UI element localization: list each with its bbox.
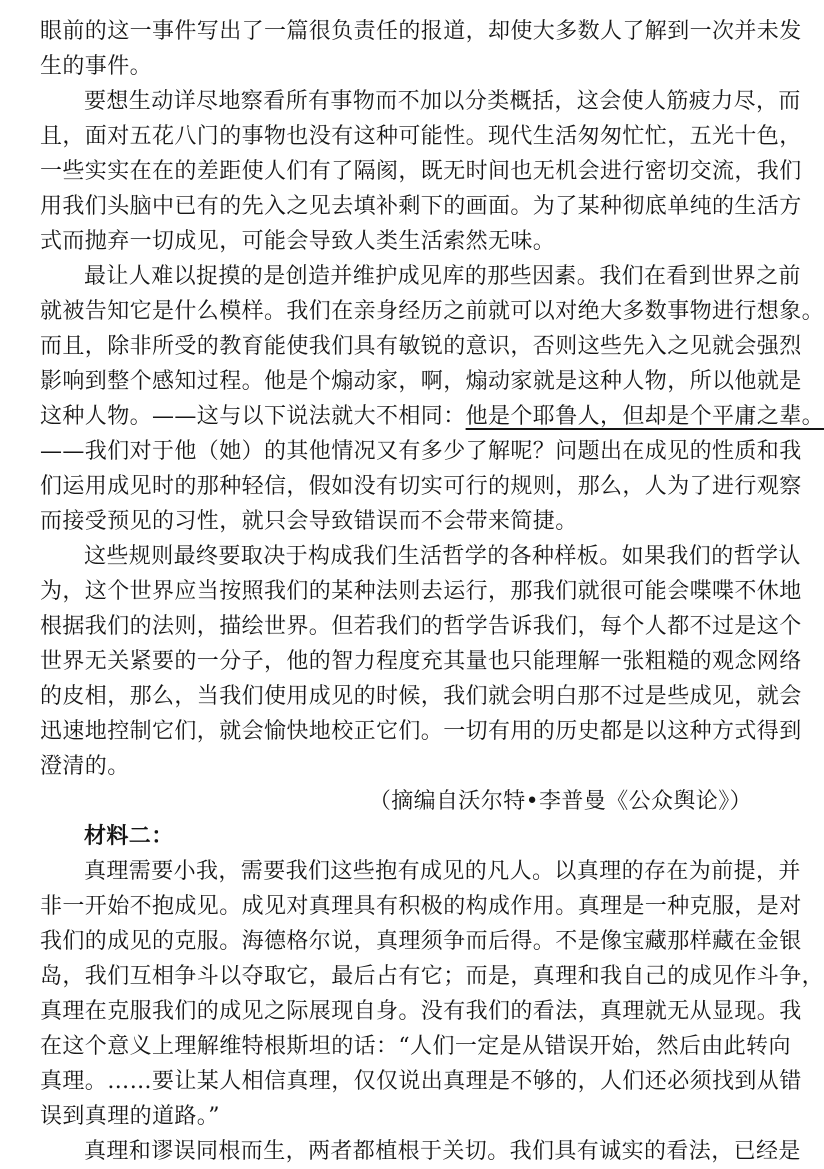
text-segment: 这种人物。——这与以下说法就大不相同： [40, 404, 466, 429]
section-heading: 材料二： [84, 823, 174, 849]
text-line: 而接受预见的习性，就只会导致错误而不会带来简捷。 [40, 509, 578, 534]
text-line: ——我们对于他（她）的其他情况又有多少了解呢？问题出在成见的性质和我 [40, 439, 802, 464]
text-line: 眼前的这一事件写出了一篇很负责任的报道，却使大多数人了解到一次并未发 [40, 19, 802, 44]
text-line: 非一开始不抱成见。成见对真理具有积极的构成作用。真理是一种克服，是对 [40, 894, 802, 919]
text-line: 一些实实在在的差距使人们有了隔阂，既无时间也无机会进行密切交流，我们 [40, 159, 802, 184]
source-citation: （摘编自沃尔特•李普曼《公众舆论》） [368, 789, 752, 814]
paragraph [40, 14, 802, 84]
text-line: 真理需要小我，需要我们这些抱有成见的凡人。以真理的存在为前提，并 [84, 859, 801, 884]
paragraph [40, 1134, 801, 1169]
text-line: 在这个意义上理解维特根斯坦的话：“人们一定是从错误开始，然后由此转向 [40, 1034, 791, 1059]
text-line: 要想生动详尽地察看所有事物而不加以分类概括，这会使人筋疲力尽，而 [84, 89, 801, 114]
text-line: 且，面对五花八门的事物也没有这种可能性。现代生活匆匆忙忙，五光十色， [40, 124, 802, 149]
text-line: 我们的成见的克服。海德格尔说，真理须争而后得。不是像宝藏那样藏在金银 [40, 929, 802, 954]
text-line: 最让人难以捉摸的是创造并维护成见库的那些因素。我们在看到世界之前 [84, 264, 801, 289]
text-line: 们运用成见时的那种轻信，假如没有切实可行的规则，那么，人为了进行观察 [40, 474, 802, 499]
paragraph [40, 854, 824, 1134]
text-line: 世界无关紧要的一分子，他的智力程度充其量也只能理解一张粗糙的观念网络 [40, 649, 802, 674]
text-line: 这些规则最终要取决于构成我们生活哲学的各种样板。如果我们的哲学认 [84, 544, 801, 569]
text-line: 根据我们的法则，描绘世界。但若我们的哲学告诉我们，每个人都不过是这个 [40, 614, 802, 639]
text-line: 的皮相，那么，当我们使用成见的时候，我们就会明白那不过是些成见，就会 [40, 684, 802, 709]
text-line: 就被告知它是什么模样。我们在亲身经历之前就可以对绝大多数事物进行想象。 [40, 299, 824, 324]
text-line: 真理在克服我们的成见之际展现自身。没有我们的看法，真理就无从显现。我 [40, 999, 802, 1024]
text-line: 迅速地控制它们，就会愉快地校正它们。一切有用的历史都是以这种方式得到 [40, 719, 802, 744]
text-line: 用我们头脑中已有的先入之见去填补剩下的画面。为了某种彻底单纯的生活方 [40, 194, 802, 219]
text-line: 澄清的。 [40, 754, 130, 779]
paragraph [40, 539, 802, 784]
text-line-with-underline [40, 399, 824, 434]
text-line: 式而抛弃一切成见，可能会导致人类生活索然无味。 [40, 229, 556, 254]
document-page [40, 14, 824, 1169]
text-line: 生的事件。 [40, 54, 153, 79]
text-line: 真理。……要让某人相信真理，仅仅说出真理是不够的，人们还必须找到从错 [40, 1069, 802, 1094]
text-line: 而且，除非所受的教育能使我们具有敏锐的意识，否则这些先入之见就会强烈 [40, 334, 802, 359]
text-line: 真理和谬误同根而生，两者都植根于关切。我们具有诚实的看法，已经是 [84, 1139, 801, 1164]
text-line: 误到真理的道路。” [40, 1104, 220, 1129]
paragraph [40, 84, 802, 259]
underlined-text: 他是个耶鲁人，但却是个平庸之辈。 [465, 404, 824, 429]
text-line: 影响到整个感知过程。他是个煽动家，啊，煽动家就是这种人物，所以他就是 [40, 369, 802, 394]
text-line: 为，这个世界应当按照我们的某种法则去运行，那我们就很可能会喋喋不休地 [40, 579, 802, 604]
paragraph [40, 259, 824, 539]
text-line: 岛，我们互相争斗以夺取它，最后占有它；而是，真理和我自己的成见作斗争， [40, 964, 824, 989]
